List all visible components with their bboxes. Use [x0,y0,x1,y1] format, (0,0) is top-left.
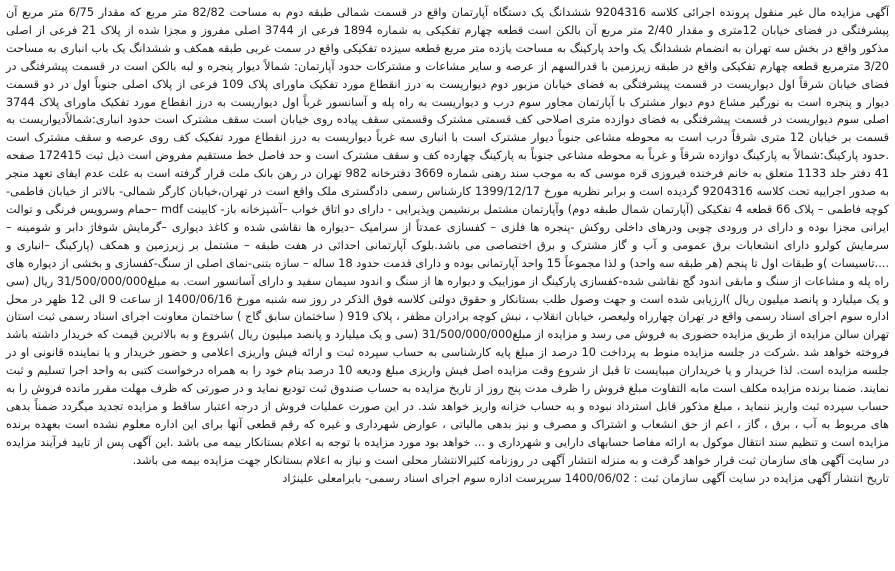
auction-notice-body: آگهی مزایده مال غیر منقول پرونده اجرائی کلاسه 9204316 ششدانگ یک دستگاه آپارتمان واقع در قسمت شمالی طبقه دوم به مساحت 82/82 متر مربع که مقدار 6/75 متر مربع آن پیشرفتگی در فضای خیابان 12متری و مقدار 2/40 متر مربع آن بالکن است قطعه چهارم تفکیکی به شماره 1894 فرعی از 3744 اصلی مفروز و مجزا شده از پلاک 21 فرعی از اصلی مذکور واقع در بخش سه تهران به انضمام ششدانگ یک واحد پارکینگ به مساحت یازده متر مربع قطعه سیزده تفکیکی واقع در سمت غربی طبقه همکف و ششدانگ یک باب انباری به مساحت 3/20 مترمربع قطعه چهارم تفکیکی واقع در طبقه زیرزمین با قدرالسهم از عرصه و سایر مشاعات و مشترکات حدود آپارتمان: شمالاً دیوار پنجره و لبه بالکن است در قسمت پیشرفتگی در فضای خیابان شرقاً اول دیواریست در قسمت پیشرفتگی به فضای خیابان مزبور دوم دیواریست به درز انقطاع مورد تفکیک ماورای پلاک 109 فرعی از پلاک اصلی جنوباً اول در دو قسمت دیوار و پنجره است به نورگیر مشاع دوم دیوار مشترک با آپارتمان مجاور سوم درب و دیواریست به راه پله و آسانسور غرباً اول دیواریست به درز انقطاع مورد تفکیک ماورای پلاک 3744 اصلی سوم دیواریست در قسمت پیشرفتگی به فضای دوازده متری اصلاحی کف قسمتی مشترک وقسمتی سقف پیاده روی خیابان است سقف مشترک است حدود انباری:شمالاًدیواریست به قسمت بر خیابان 12 متری شرقاً درب است به محوطه مشاعی جنوباً دیوار مشترک است با انباری سه غرباً دیواریست به درز انقطاع مورد تفکیک کف روی عرصه و سقف مشترک است .حدود پارکینگ:شمالاً به پارکینگ دوازده شرقاً و غرباً به محوطه مشاعی جنوباً به پارکینگ چهارده کف و سقف مشترک است و حد فاصل خط مستقیم مفروض است ذیل ثبت 172415 صفحه 41 دفتر جلد 1133 متعلق به خانم فرخنده فیروزی قره موسی که به موجب سند رهنی شماره 3669 دفترخانه 982 تهران در رهن بانک ملت قرار گرفته است به علت عدم ایفای تعهد منجر به صدور اجراییه تحت کلاسه 9204316 گردیده است و برابر نظریه مورخ 1399/12/17 کارشناس رسمی دادگستری ملک واقع است در تهران،خیابان کارگر شمالی- بالاتر از خیابان فاطمی-کوچه فاطمی – پلاک 66 قطعه 4 تفکیکی (آپارتمان شمال طبقه دوم) وآپارتمان مشتمل برنشیمن وپذیرایی - دارای دو اتاق خواب –آشپزخانه باز- کابینت mdf –حمام وسرویس فرنگی و توالت ایرانی مجزا بوده و دارای در ورودی چوبی ودرهای داخلی روکش -پنجره ها فلزی – کفسازی عمدتاً از سرامیک –دیواره ها نقاشی شده و کاغذ دیواری –گرمایش شوفاژ دابر و شومینه –سرمایش کولرو دارای انشعابات برق عمومی و آب و گاز مشترک و برق اختصاصی می باشد.بلوک آپارتمانی احداثی در هفت طبقه – مشتمل بر زیرزمین و همکف (پارکینگ –انباری و ....تاسیسات )و طبقات اول تا پنجم (هر طبقه سه واحد) و لذا مجموعاً 15 واحد آپارتمانی بوده و دارای قدمت حدود 18 ساله – سازه بتنی-نمای اصلی از سنگ-کفسازی و بخشی از دیواره های راه پله و مشاعات از سنگ و مابقی اندود گچ نقاشی شده-کفسازی پارکینگ از موزاییک و دیواره ها از سنگ و اندود سیمان سفید و دارای آسانسور است. به مبلغ31/500/000/000 ریال (سی و یک میلیارد و پانصد میلیون ریال )ارزیابی شده است و جهت وصول طلب بستانکار و حقوق دولتی کلاسه فوق الذکر در روز سه شنبه مورخ 1400/06/16 از ساعت 9 الی 12 ظهر در محل اداره سوم اجرای اسناد رسمی واقع در تهران چهارراه ولیعصر، خیابان انقلاب ، نبش کوچه برادران مظفر ، پلاک 919 ( ساختمان سابق گاج ) ساختمان معاونت اجرای اسناد رسمی ثبت استان تهران سالن مزایده از طریق مزایده حضوری به فروش می رسد و مزایده از مبلغ31/500/000/000 (سی و یک میلیارد و پانصد میلیون ریال )شروع و به بالاترین قیمت که خریدار داشته باشد فروخته خواهد شد .شرکت در جلسه مزایده منوط به پرداخت 10 درصد از مبلغ پایه کارشناسی به حساب سپرده ثبت و ارائه فیش واریزی اعلامی و حضور خریدار و یا نماینده قانونی او در جلسه مزایده است. لذا خریدار و یا خریداران میبایست تا قبل از شروع وقت مزایده اصل فیش واریزی مبلغ ودیعه 10 درصد بنام خود را به همراه درخواست کتبی به واحد اجرا تسلیم و ثبت نمایند. ضمنا برنده مزایده مکلف است مابه التفاوت مبلغ فروش را ظرف مدت پنج روز از تاریخ مزایده به حساب صندوق ثبت تودیع نماید و در صورتی که ظرف مهلت مقرر مانده فروش را به حساب سپرده ثبت واریز ننماید ، مبلغ مذکور قابل استرداد نبوده و به حساب خزانه واریز خواهد شد. در این صورت عملیات فروش از درجه اعتبار ساقط و مزایده تجدید میگردد ضمناً بدهی های مربوط به آب ، برق ، گاز ، اعم از حق انشعاب و اشتراک و مصرف و نیز بدهی مالیاتی ، عوارض شهرداری و غیره که رقم قطعی آنها برای این اداره معلوم نشده است بعهده برنده مزایده است و تنظیم سند انتقال موکول به ارائه مفاصا حسابهای دارایی و شهرداری و ... خواهد بود مورد مزایده با توجه به اعلام بستانکار بیمه می باشد .این آگهی پس از تایید فرآیند مزایده در سایت آگهی های سازمان ثبت قرار خواهد گرفت و به منزله انتشار آگهی در روزنامه کثیرالانتشار محلی است و نیاز به اعلام بستانکار جهت مزایده بیمه می باشد. [6,6,890,467]
auction-notice-footer: تاریخ انتشار آگهی مزایده در سایت آگهی سازمان ثبت : 1400/06/02 سرپرست اداره سوم اجرای اسناد رسمی- بابرامعلی علینژاد [282,471,889,485]
